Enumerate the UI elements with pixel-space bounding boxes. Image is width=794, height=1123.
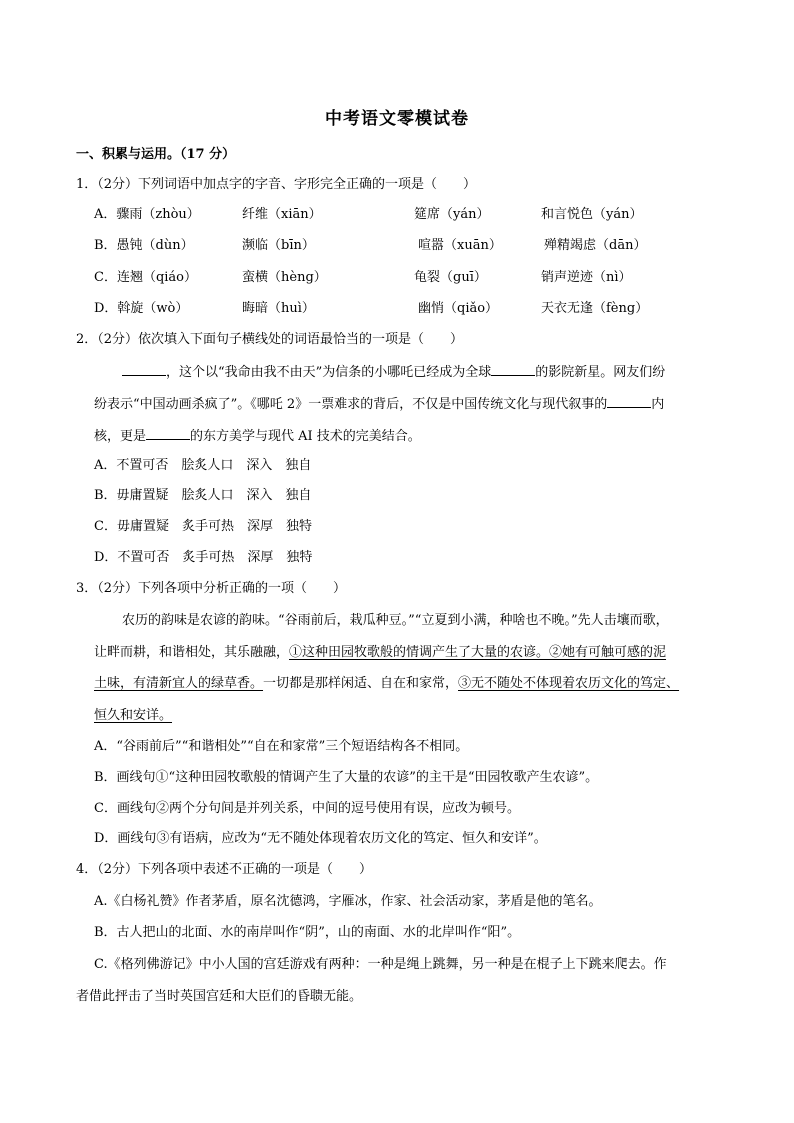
q2-passage-text: 的东方美学与现代 AI 技术的完美结合。: [190, 429, 421, 444]
fill-blank[interactable]: [491, 363, 535, 376]
q2-passage-line-2: [94, 395, 664, 413]
q1-option-b-item-3: 喧嚣（xuān）: [418, 238, 502, 253]
q3-option-b: B．画线句①“这种田园牧歌般的情调产生了大量的农谚”的主干是“田园牧歌产生农谚”。: [94, 770, 599, 785]
page-title: 中考语文零模试卷: [325, 109, 469, 129]
q3-underlined-sentence: 土味，有清新宜人的绿草香。: [94, 676, 264, 691]
q3-underlined-sentence: ①这种田园牧歌般的情调产生了大量的农谚。②她有可触可感的泥: [289, 645, 667, 660]
fill-blank[interactable]: [146, 427, 190, 440]
q1-option-d-item-2: 晦暗（huì）: [242, 301, 315, 316]
q1-option-d-item-4: 天衣无逢（fèng）: [541, 301, 649, 316]
q3-passage-line-3: [94, 676, 679, 692]
q2-passage-line-3: [94, 427, 421, 445]
q1-option-a-item-3: 筵席（yán）: [414, 207, 490, 222]
q2-option-a: A．不置可否 脍炙人口 深入 独自: [94, 458, 312, 473]
q2-option-c: C．毋庸置疑 炙手可热 深厚 独特: [94, 519, 312, 534]
q2-passage-line-1: [122, 363, 665, 381]
q3-passage-line-2: [94, 645, 666, 661]
q2-passage-text: 内: [651, 397, 665, 412]
q3-underlined-sentence: ③无不随处不体现着农历文化的笃定、: [458, 676, 680, 691]
q3-option-c: C．画线句②两个分句间是并列关系，中间的逗号使用有误，应改为顿号。: [94, 801, 520, 816]
q2-passage-text: 核，更是: [94, 429, 147, 444]
q4-option-a: A.《白杨礼赞》作者茅盾，原名沈德鸿，字雁冰，作家、社会活动家，茅盾是他的笔名。: [94, 894, 602, 909]
q3-underlined-sentence: 恒久和安详。: [94, 708, 173, 723]
fill-blank[interactable]: [122, 363, 166, 376]
q1-option-c-item-1: C．连翘（qiáo）: [94, 270, 198, 285]
q2-passage-text: 的影院新星。网友们纷: [535, 365, 666, 380]
q3-passage-line-1: 农历的韵味是农谚的韵味。“谷雨前后，栽瓜种豆。”“立夏到小满，种啥也不晚。”先人击壤而歌，: [122, 613, 669, 628]
q1-option-b-item-2: 濒临（bīn）: [242, 238, 315, 253]
q3-passage-line-4: [94, 708, 172, 724]
q1-option-a-item-2: 纤维（xiān）: [242, 207, 322, 222]
q1-option-b-item-1: B．愚钝（dùn）: [94, 238, 194, 253]
question-3-stem: 3．（2分）下列各项中分析正确的一项（ ）: [76, 581, 347, 596]
question-1-stem: 1．（2分）下列词语中加点字的字音、字形完全正确的一项是（ ）: [76, 177, 477, 192]
q3-option-d: D．画线句③有语病，应改为“无不随处体现着农历文化的笃定、恒久和安详”。: [94, 831, 547, 846]
q2-passage-text: 纷表示“中国动画杀疯了”。《哪吒 2》一票难求的背后，不仅是中国传统文化与现代叙事的: [94, 397, 608, 412]
q1-option-d-item-3: 幽悄（qiǎo）: [418, 301, 499, 316]
q3-passage-text: 一切都是那样闲适、自在和家常，: [263, 676, 459, 691]
q3-option-a: A．“谷雨前后”“和谐相处”“自在和家常”三个短语结构各不相同。: [94, 739, 469, 754]
q2-option-b: B．毋庸置疑 脍炙人口 深入 独自: [94, 488, 312, 503]
q1-option-c-item-4: 销声逆迹（nì）: [541, 270, 632, 285]
q1-option-d-item-1: D．斡旋（wò）: [94, 301, 189, 316]
question-4-stem: 4．（2分）下列各项中表述不正确的一项是（ ）: [76, 862, 373, 877]
fill-blank[interactable]: [607, 395, 651, 408]
q1-option-b-item-4: 殚精竭虑（dān）: [544, 238, 647, 253]
q2-option-d: D．不置可否 炙手可热 深厚 独特: [94, 550, 313, 565]
q1-option-c-item-2: 蛮横（hèng）: [242, 270, 327, 285]
q3-passage-text: 让畔而耕，和谐相处，其乐融融，: [94, 645, 290, 660]
q4-option-c-continued: 者借此抨击了当时英国宫廷和大臣们的昏聩无能。: [76, 989, 363, 1004]
q1-option-a-item-4: 和言悦色（yán）: [541, 207, 643, 222]
q4-option-c: C.《格列佛游记》中小人国的宫廷游戏有两种：一种是绳上跳舞，另一种是在棍子上下跳来爬去。作: [94, 957, 667, 972]
question-2-stem: 2．（2分）依次填入下面句子横线处的词语最恰当的一项是（ ）: [76, 332, 464, 347]
q1-option-a-item-1: A．骤雨（zhòu）: [94, 207, 200, 222]
q2-passage-text: ，这个以“我命由我不由天”为信条的小哪吒已经成为全球: [166, 365, 492, 380]
section-heading: 一、积累与运用。（17 分）: [76, 147, 236, 162]
q1-option-c-item-3: 龟裂（guī）: [414, 270, 487, 285]
q4-option-b: B．古人把山的北面、水的南岸叫作“阴”，山的南面、水的北岸叫作“阳”。: [94, 925, 521, 940]
